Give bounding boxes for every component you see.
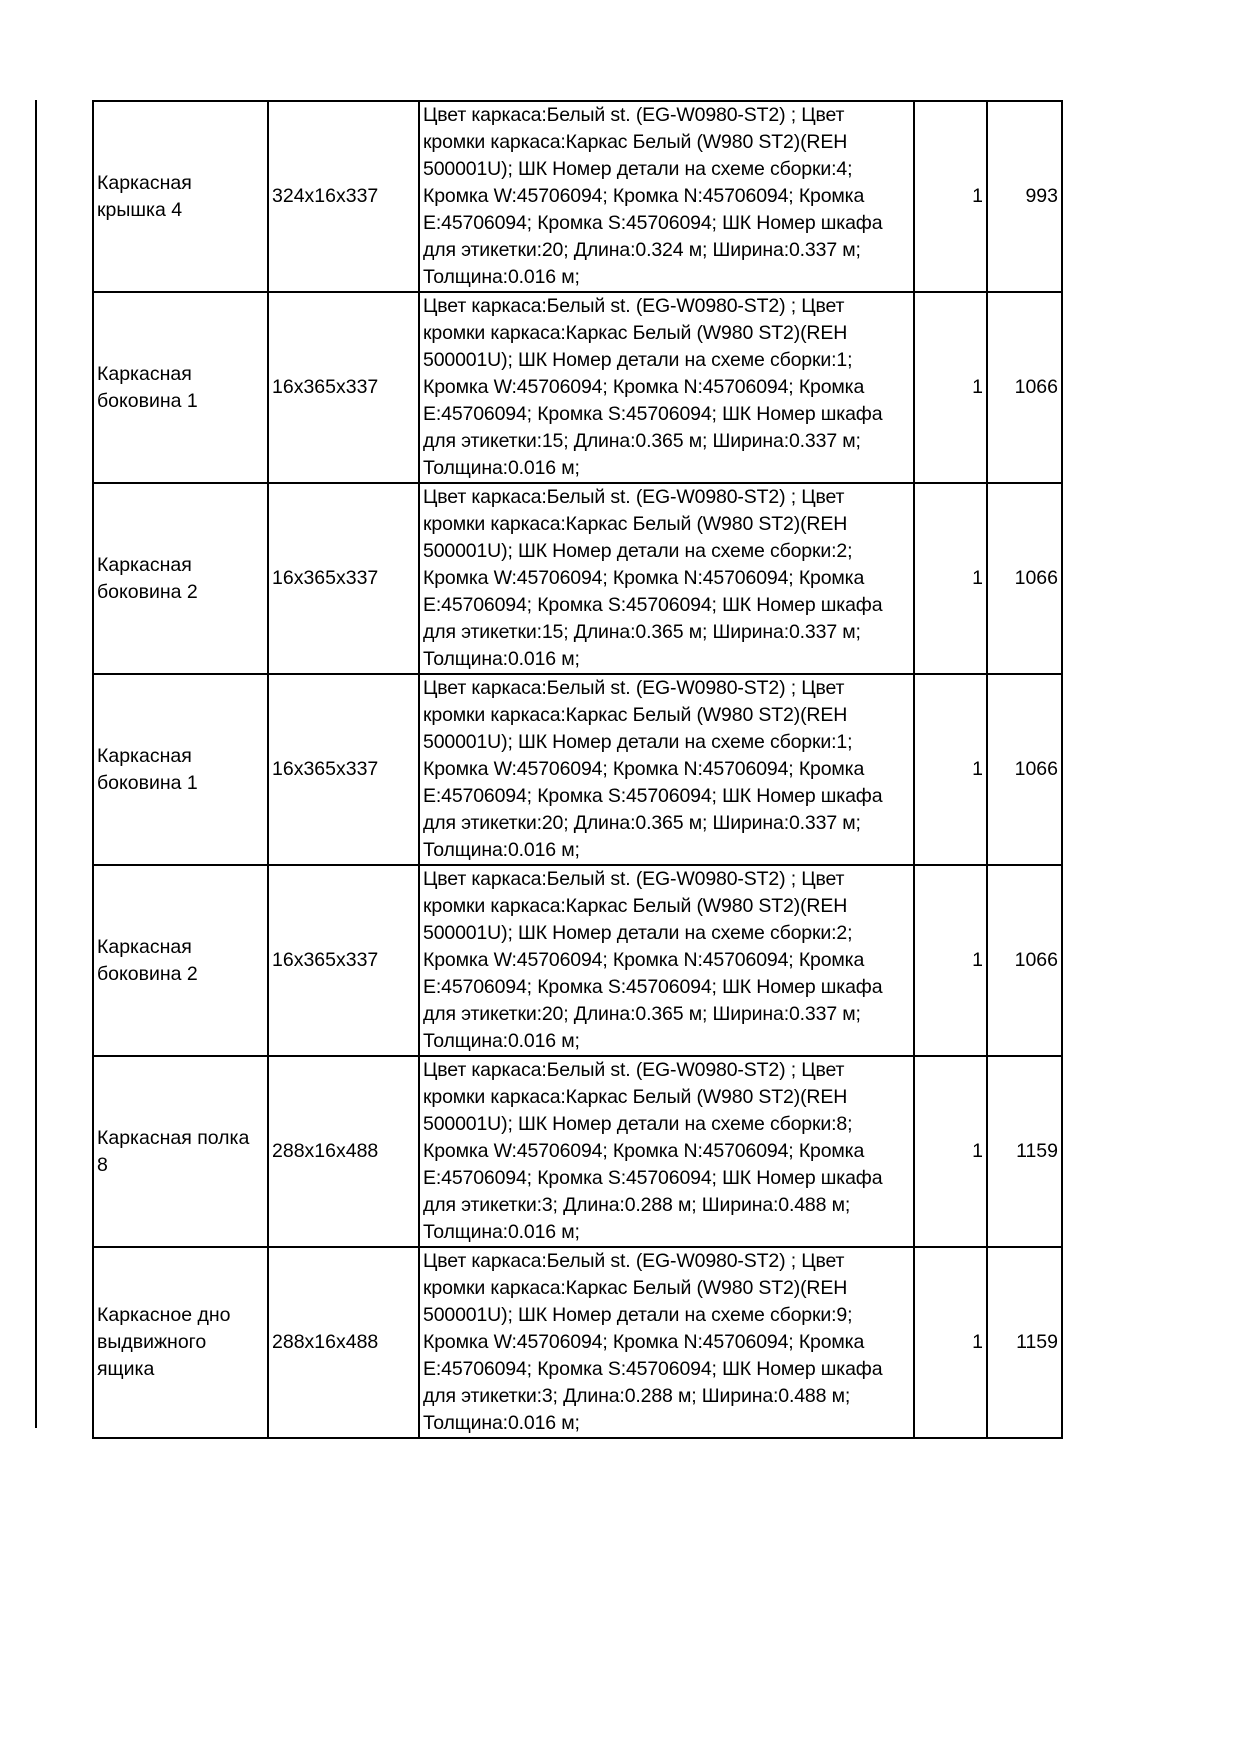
part-description-cell: Цвет каркаса:Белый st. (EG-W0980-ST2) ; Цвет кромки каркаса:Каркас Белый (W980 ST2)(REH 500001U); ШК Номер детали на схеме сборки:9; Кромка W:45706094; Кромка N:45706094; Кромка E:45706094; Кромка S:45706094; ШК Номер шкафа для этикетки:3; Длина:0.288 м; Ширина:0.488 м; Толщина:0.016 м; [419,1247,914,1438]
table-row [93,674,1062,865]
part-name-cell: Каркасная боковина 2 [93,865,268,1056]
part-quantity-cell: 1 [914,865,987,1056]
part-size-cell: 16x365x337 [268,483,419,674]
part-number-cell: 1066 [987,674,1062,865]
parts-table [92,100,1063,1439]
part-quantity-cell: 1 [914,101,987,292]
part-number-cell: 1159 [987,1247,1062,1438]
page-margin-line [35,100,37,1428]
table-row [93,1056,1062,1247]
part-number-cell: 993 [987,101,1062,292]
table-row [93,292,1062,483]
part-size-cell: 16x365x337 [268,865,419,1056]
part-size-cell: 288x16x488 [268,1056,419,1247]
table-row [93,865,1062,1056]
part-quantity-cell: 1 [914,1247,987,1438]
part-description-cell: Цвет каркаса:Белый st. (EG-W0980-ST2) ; Цвет кромки каркаса:Каркас Белый (W980 ST2)(REH 500001U); ШК Номер детали на схеме сборки:2; Кромка W:45706094; Кромка N:45706094; Кромка E:45706094; Кромка S:45706094; ШК Номер шкафа для этикетки:15; Длина:0.365 м; Ширина:0.337 м; Толщина:0.016 м; [419,483,914,674]
part-description-cell: Цвет каркаса:Белый st. (EG-W0980-ST2) ; Цвет кромки каркаса:Каркас Белый (W980 ST2)(REH 500001U); ШК Номер детали на схеме сборки:2; Кромка W:45706094; Кромка N:45706094; Кромка E:45706094; Кромка S:45706094; ШК Номер шкафа для этикетки:20; Длина:0.365 м; Ширина:0.337 м; Толщина:0.016 м; [419,865,914,1056]
part-size-cell: 16x365x337 [268,292,419,483]
part-description-cell: Цвет каркаса:Белый st. (EG-W0980-ST2) ; Цвет кромки каркаса:Каркас Белый (W980 ST2)(REH 500001U); ШК Номер детали на схеме сборки:1; Кромка W:45706094; Кромка N:45706094; Кромка E:45706094; Кромка S:45706094; ШК Номер шкафа для этикетки:20; Длина:0.365 м; Ширина:0.337 м; Толщина:0.016 м; [419,674,914,865]
part-quantity-cell: 1 [914,483,987,674]
table-row [93,1247,1062,1438]
part-name-cell: Каркасная боковина 1 [93,674,268,865]
part-size-cell: 16x365x337 [268,674,419,865]
part-number-cell: 1066 [987,865,1062,1056]
part-number-cell: 1159 [987,1056,1062,1247]
part-number-cell: 1066 [987,483,1062,674]
part-description-cell: Цвет каркаса:Белый st. (EG-W0980-ST2) ; Цвет кромки каркаса:Каркас Белый (W980 ST2)(REH 500001U); ШК Номер детали на схеме сборки:1; Кромка W:45706094; Кромка N:45706094; Кромка E:45706094; Кромка S:45706094; ШК Номер шкафа для этикетки:15; Длина:0.365 м; Ширина:0.337 м; Толщина:0.016 м; [419,292,914,483]
part-name-cell: Каркасная боковина 2 [93,483,268,674]
part-quantity-cell: 1 [914,674,987,865]
part-description-cell: Цвет каркаса:Белый st. (EG-W0980-ST2) ; Цвет кромки каркаса:Каркас Белый (W980 ST2)(REH 500001U); ШК Номер детали на схеме сборки:4; Кромка W:45706094; Кромка N:45706094; Кромка E:45706094; Кромка S:45706094; ШК Номер шкафа для этикетки:20; Длина:0.324 м; Ширина:0.337 м; Толщина:0.016 м; [419,101,914,292]
part-description-cell: Цвет каркаса:Белый st. (EG-W0980-ST2) ; Цвет кромки каркаса:Каркас Белый (W980 ST2)(REH 500001U); ШК Номер детали на схеме сборки:8; Кромка W:45706094; Кромка N:45706094; Кромка E:45706094; Кромка S:45706094; ШК Номер шкафа для этикетки:3; Длина:0.288 м; Ширина:0.488 м; Толщина:0.016 м; [419,1056,914,1247]
part-quantity-cell: 1 [914,1056,987,1247]
table-row [93,101,1062,292]
part-name-cell: Каркасная крышка 4 [93,101,268,292]
part-size-cell: 324x16x337 [268,101,419,292]
part-number-cell: 1066 [987,292,1062,483]
part-size-cell: 288x16x488 [268,1247,419,1438]
part-name-cell: Каркасная боковина 1 [93,292,268,483]
part-name-cell: Каркасное дно выдвижного ящика [93,1247,268,1438]
part-quantity-cell: 1 [914,292,987,483]
part-name-cell: Каркасная полка 8 [93,1056,268,1247]
table-row [93,483,1062,674]
